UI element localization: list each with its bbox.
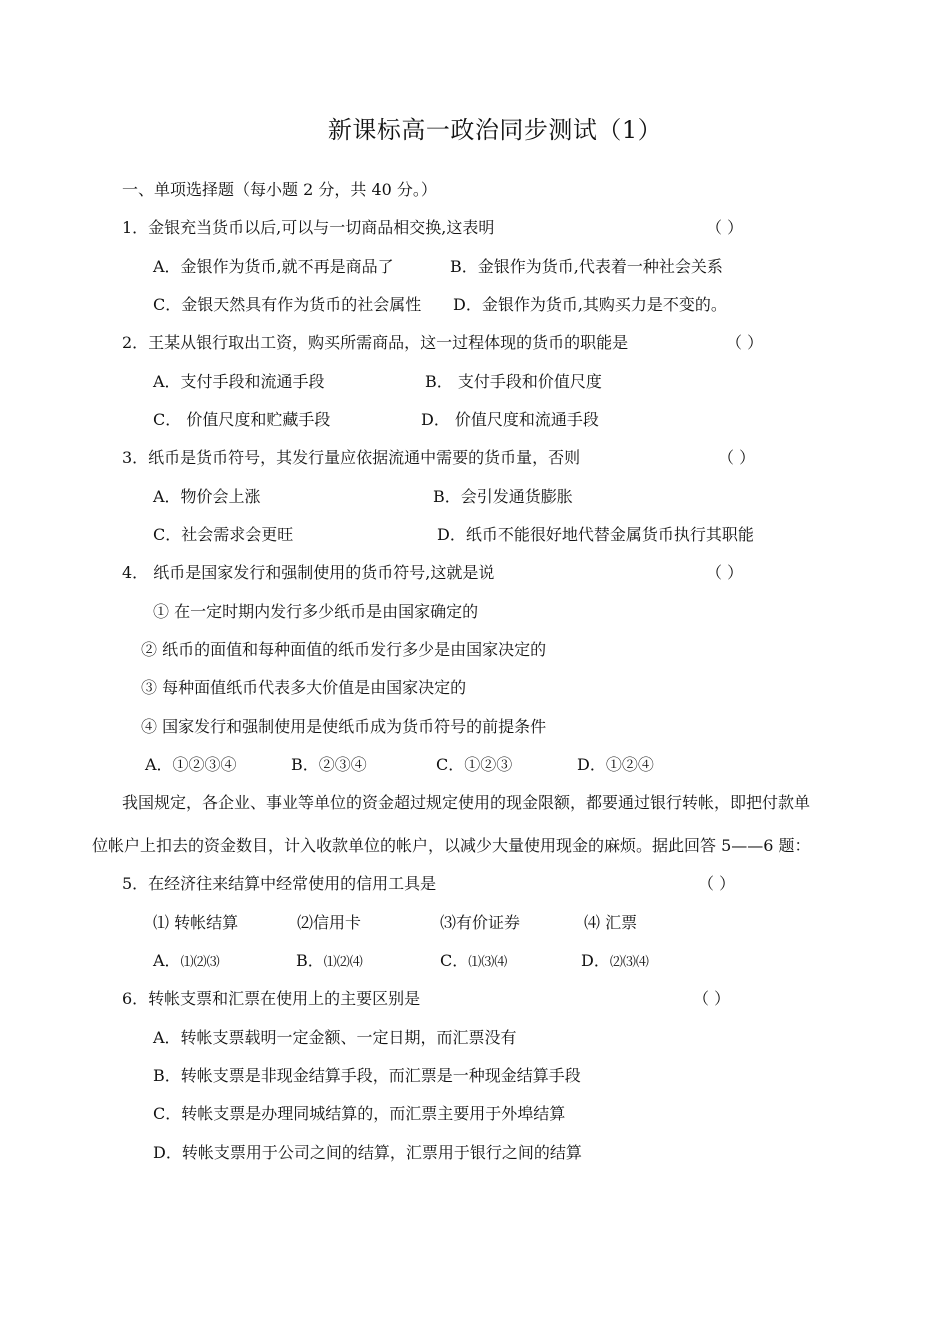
q3-stem: 3．纸币是货币符号，其发行量应依据流通中需要的货币量，否则 xyxy=(122,448,581,467)
q1-option-a: A．金银作为货币,就不再是商品了 xyxy=(153,257,394,276)
q3-option-d: D．纸币不能很好地代替金属货币执行其职能 xyxy=(437,525,754,544)
q4-option-a: A．①②③④ xyxy=(145,755,237,774)
q5-item-1: ⑴ 转帐结算 xyxy=(153,913,239,932)
q5-stem: 5．在经济往来结算中经常使用的信用工具是 xyxy=(122,874,437,893)
q4-statement-4: ④ 国家发行和强制使用是使纸币成为货币符号的前提条件 xyxy=(141,717,547,736)
q6-option-d: D．转帐支票用于公司之间的结算，汇票用于银行之间的结算 xyxy=(153,1143,582,1162)
q4-statement-1: ① 在一定时期内发行多少纸币是由国家确定的 xyxy=(153,602,479,621)
q6-option-c: C．转帐支票是办理同城结算的，而汇票主要用于外埠结算 xyxy=(153,1104,566,1123)
q5-option-d: D．⑵⑶⑷ xyxy=(581,951,649,970)
q1-answer-blank: （ ） xyxy=(706,218,744,237)
q5-item-4: ⑷ 汇票 xyxy=(584,913,638,932)
q2-option-d: D． 价值尺度和流通手段 xyxy=(421,410,599,429)
q2-option-b: B． 支付手段和价值尺度 xyxy=(425,372,602,391)
q4-stem: 4． 纸币是国家发行和强制使用的货币符号,这就是说 xyxy=(122,563,495,582)
passage-line-2: 位帐户上扣去的资金数目，计入收款单位的帐户，以减少大量使用现金的麻烦。据此回答 5——6 题： xyxy=(92,836,811,855)
q1-option-b: B．金银作为货币,代表着一种社会关系 xyxy=(450,257,723,276)
q4-statement-3: ③ 每种面值纸币代表多大价值是由国家决定的 xyxy=(141,678,467,697)
q5-item-2: ⑵信用卡 xyxy=(297,913,362,932)
q4-answer-blank: （ ） xyxy=(706,563,744,582)
q3-option-b: B．会引发通货膨胀 xyxy=(433,487,573,506)
q3-option-c: C．社会需求会更旺 xyxy=(153,525,294,544)
q4-option-b: B．②③④ xyxy=(291,755,367,774)
q6-answer-blank: （ ） xyxy=(693,989,731,1008)
q5-item-3: ⑶有价证券 xyxy=(440,913,521,932)
q5-option-a: A．⑴⑵⑶ xyxy=(153,951,220,970)
q4-option-d: D．①②④ xyxy=(577,755,654,774)
q2-option-c: C． 价值尺度和贮藏手段 xyxy=(153,410,331,429)
q4-statement-2: ② 纸币的面值和每种面值的纸币发行多少是由国家决定的 xyxy=(141,640,547,659)
page-title: 新课标高一政治同步测试（1） xyxy=(327,116,663,144)
section-heading: 一、单项选择题（每小题 2 分，共 40 分。） xyxy=(122,180,437,199)
q6-stem: 6．转帐支票和汇票在使用上的主要区别是 xyxy=(122,989,421,1008)
q2-answer-blank: （ ） xyxy=(726,333,764,352)
q2-option-a: A．支付手段和流通手段 xyxy=(153,372,325,391)
q4-option-c: C．①②③ xyxy=(436,755,513,774)
q1-stem: 1．金银充当货币以后,可以与一切商品相交换,这表明 xyxy=(122,218,495,237)
q2-stem: 2．王某从银行取出工资，购买所需商品，这一过程体现的货币的职能是 xyxy=(122,333,629,352)
q6-option-a: A．转帐支票载明一定金额、一定日期，而汇票没有 xyxy=(153,1028,517,1047)
q6-option-b: B．转帐支票是非现金结算手段，而汇票是一种现金结算手段 xyxy=(153,1066,581,1085)
passage-line-1: 我国规定，各企业、事业等单位的资金超过规定使用的现金限额，都要通过银行转帐，即把付款单 xyxy=(122,793,811,812)
q3-option-a: A．物价会上涨 xyxy=(153,487,261,506)
q3-answer-blank: （ ） xyxy=(718,448,756,467)
q1-option-c: C．金银天然具有作为货币的社会属性 xyxy=(153,295,422,314)
q5-answer-blank: （ ） xyxy=(698,874,736,893)
q1-option-d: D．金银作为货币,其购买力是不变的。 xyxy=(453,295,727,314)
q5-option-b: B．⑴⑵⑷ xyxy=(296,951,363,970)
q5-option-c: C．⑴⑶⑷ xyxy=(440,951,508,970)
